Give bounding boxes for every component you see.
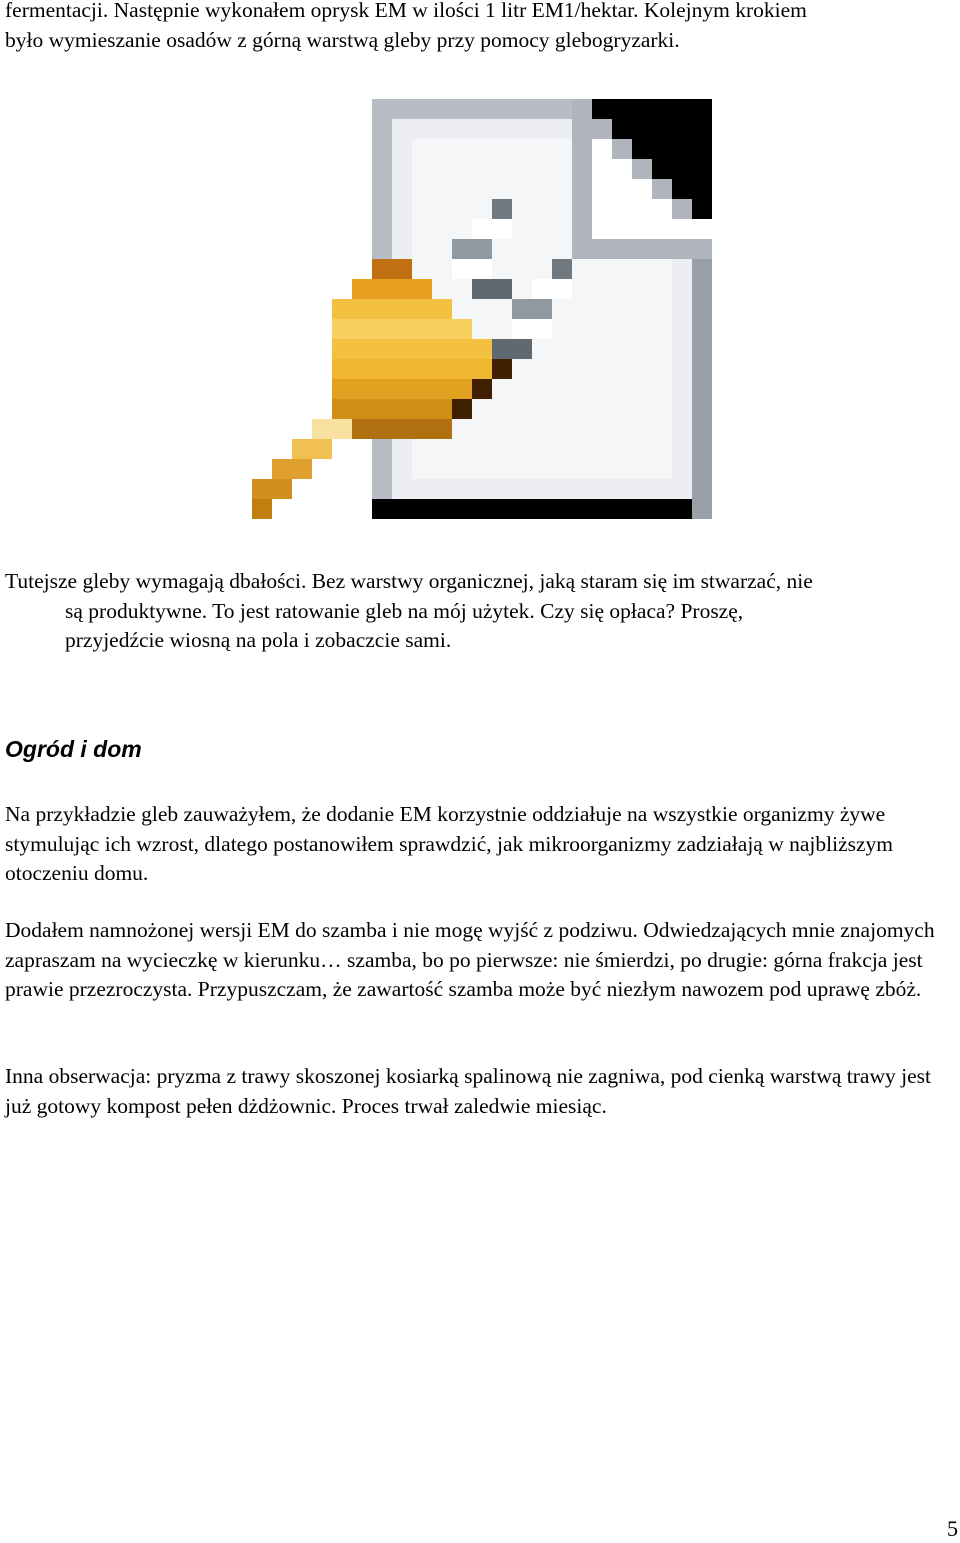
broken-image-icon (252, 96, 712, 542)
page-number: 5 (947, 1516, 958, 1541)
intro-line-1: fermentacji. Następnie wykonałem oprysk EM w ilości 1 litr EM1/hektar. Kolejnym krokiem (5, 0, 807, 22)
section-heading: Ogród i dom (5, 736, 142, 762)
garden-paragraph-1: Na przykładzie gleb zauważyłem, że dodanie EM korzystnie oddziałuje na wszystkie organizmy żywe stymulując ich wzrost, dlatego postanowiłem sprawdzić, jak mikroorganizmy zadziałają w najbliższym otoczeniu domu. (5, 802, 894, 885)
soil-line-3: przyjedźcie wiosną na pola i zobaczcie sami. (65, 628, 452, 652)
soil-line-2: są produktywne. To jest ratowanie gleb na mój użytek. Czy się opłaca? Proszę, (65, 598, 744, 623)
garden-paragraph-3: Inna obserwacja: pryzma z trawy skoszonej kosiarką spalinową nie zagniwa, pod cienką warstwą trawy jest już gotowy kompost pełen dżdżownic. Proces trwał zaledwie miesiąc. (5, 1064, 931, 1118)
intro-line-2: było wymieszanie osadów z górną warstwą gleby przy pomocy glebogryzarki. (5, 27, 680, 52)
soil-paragraph (5, 567, 955, 656)
garden-paragraph-2: Dodałem namnożonej wersji EM do szamba i nie mogę wyjść z podziwu. Odwiedzających mnie znajomych zapraszam na wycieczkę w kierunku… szamba, bo po pierwsze: nie śmierdzi, po drugie: górna frakcja jest prawie przezroczysta. Przypuszczam, że zawartość szamba może być niezłym nawozem pod uprawę zbóż. (5, 918, 935, 1001)
intro-paragraph (5, 0, 955, 55)
soil-line-1: Tutejsze gleby wymagają dbałości. Bez warstwy organicznej, jaką staram się im stwarzać, nie (5, 569, 813, 593)
